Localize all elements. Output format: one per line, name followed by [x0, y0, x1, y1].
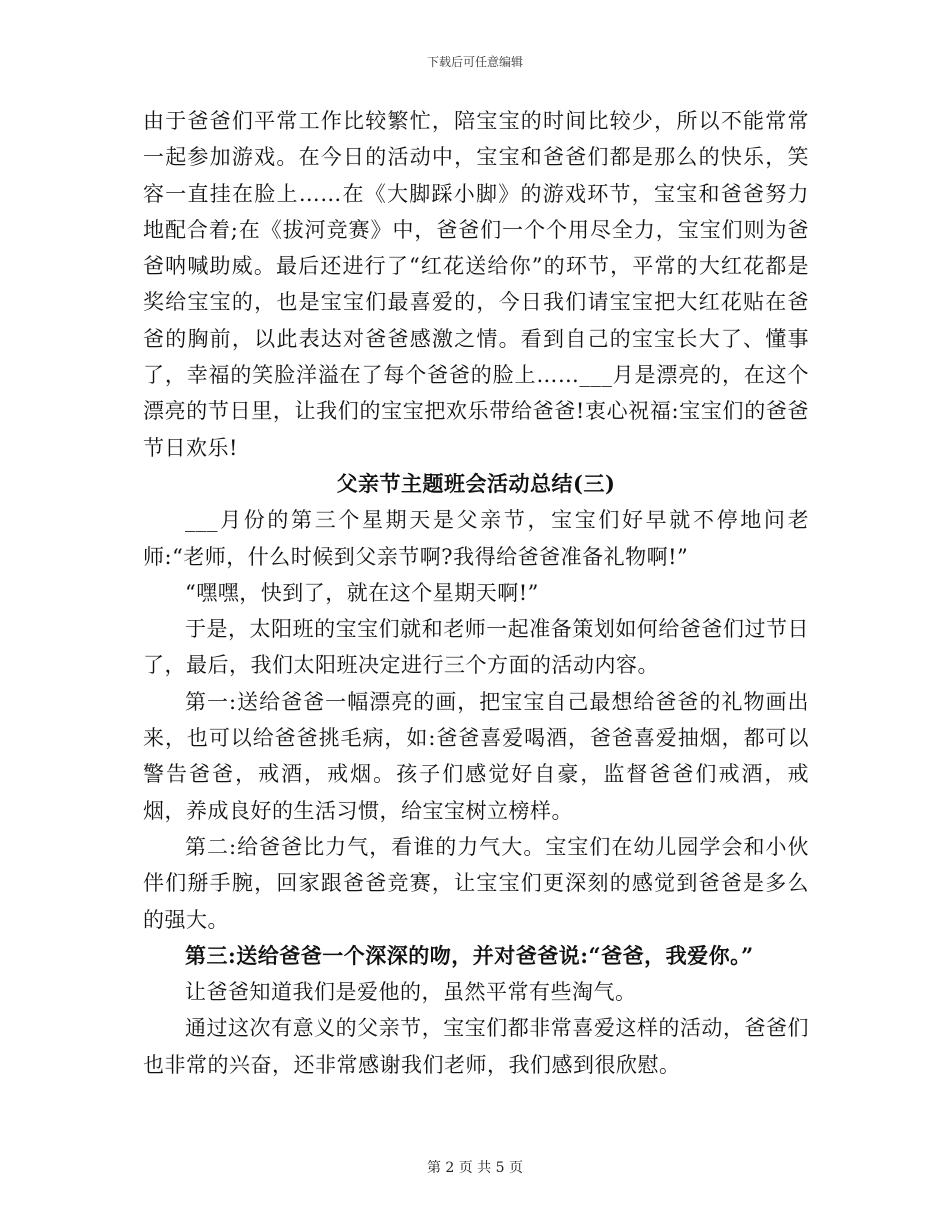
page-header: 下载后可任意编辑 — [426, 55, 523, 69]
paragraph-1: ___月份的第三个星期天是父亲节，宝宝们好早就不停地问老师:“老师，什么时候到父亲节啊?我得给爸爸准备礼物啊!” — [143, 508, 809, 569]
paragraph-intro: 由于爸爸们平常工作比较繁忙，陪宝宝的时间比较少，所以不能常常一起参加游戏。在今日的活动中，宝宝和爸爸们都是那么的快乐，笑容一直挂在脸上……在《大脚踩小脚》的游戏环节，宝宝和爸爸努力地配合着;在《拔河竞赛》中，爸爸们一个个用尽全力，宝宝们则为爸爸呐喊助威。最后还进行了“红花送给你”的环节，平常的大红花都是奖给宝宝的，也是宝宝们最喜爱的，今日我们请宝宝把大红花贴在爸爸的胸前，以此表达对爸爸感激之情。看到自己的宝宝长大了、懂事了，幸福的笑脸洋溢在了每个爸爸的脸上……___月是漂亮的，在这个漂亮的节日里，让我们的宝宝把欢乐带给爸爸!衷心祝福:宝宝们的爸爸节日欢乐! — [143, 109, 809, 460]
section-title: 父亲节主题班会活动总结(三) — [336, 470, 616, 496]
page-footer: 第 2 页 共 5 页 — [426, 1160, 524, 1176]
paragraph-7: 让爸爸知道我们是爱他的，虽然平常有些淘气。 — [185, 980, 637, 1005]
paragraph-8: 通过这次有意义的父亲节，宝宝们都非常喜爱这样的活动，爸爸们也非常的兴奋，还非常感谢我们老师，我们感到很欣慰。 — [143, 1016, 809, 1077]
paragraph-3: 于是，太阳班的宝宝们就和老师一起准备策划如何给爸爸们过节日了，最后，我们太阳班决定进行三个方面的活动内容。 — [143, 617, 809, 678]
paragraph-2: “嘿嘿，快到了，就在这个星期天啊!” — [185, 580, 539, 605]
document-body — [143, 103, 809, 1083]
paragraph-6: 第三:送给爸爸一个深深的吻，并对爸爸说:“爸爸，我爱你。” — [185, 942, 754, 968]
paragraph-4: 第一:送给爸爸一幅漂亮的画，把宝宝自己最想给爸爸的礼物画出来，也可以给爸爸挑毛病，如:爸爸喜爱喝酒，爸爸喜爱抽烟，都可以警告爸爸，戒酒，戒烟。孩子们感觉好自豪，监督爸爸们戒酒，戒烟，养成良好的生活习惯，给宝宝树立榜样。 — [143, 689, 809, 823]
paragraph-5: 第二:给爸爸比力气，看谁的力气大。宝宝们在幼儿园学会和小伙伴们掰手腕，回家跟爸爸竞赛，让宝宝们更深刻的感觉到爸爸是多么的强大。 — [143, 834, 809, 932]
